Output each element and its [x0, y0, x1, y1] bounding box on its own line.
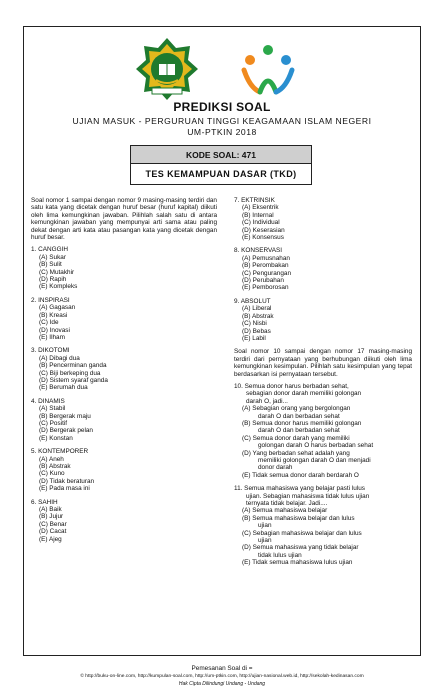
option-b: (B) Semua donor harus memiliki golongan [242, 419, 362, 427]
kemenag-logo-icon [134, 36, 200, 102]
question-line: darah O, jadi... [246, 397, 288, 405]
question-5 [31, 448, 217, 492]
option-a: (A) Pemusnahan [242, 254, 290, 262]
instructions-1: Soal nomor 1 sampai dengan nomor 9 masing-masing terdiri dan satu kata yang dicetak dengan huruf besar (huruf kapital) diikuti oleh lima kemungkinan jawaban. Pilihlah salah satu di antara kemungkinan jawaban yang mempunyai arti sama atau paling dekat dengan arti kata atau pasangan kata yang dicetak dengan huruf besar. [31, 197, 217, 242]
option-e: (E) Tidak semua donor darah berdarah O [242, 471, 359, 479]
option-a: (A) Baik [39, 506, 62, 514]
option-e: (E) Tidak semua mahasiswa lulus ujian [242, 559, 353, 567]
question-10 [234, 383, 412, 479]
option-b: (B) Perombakan [242, 262, 289, 270]
question-line: sebagian donor darah memiliki golongan [246, 390, 362, 398]
question-title: 2. INSPIRASI [31, 296, 70, 304]
option-e: (E) Pemborosan [242, 284, 289, 292]
option-b: (B) Bergerak maju [39, 412, 91, 420]
question-title: 11. Semua mahasiswa yang belajar pasti lulus [234, 485, 365, 493]
option-a: (A) Aneh [39, 455, 64, 463]
left-column [31, 197, 217, 549]
option-c: (C) Mutakhir [39, 268, 75, 276]
option-b: (B) Abstrak [242, 312, 274, 320]
question-4 [31, 398, 217, 442]
option-c: (C) Kuno [39, 470, 65, 478]
question-9 [234, 298, 412, 342]
question-title: 6. SAHIH [31, 498, 58, 506]
option-c: (C) Semua donor darah yang memiliki [242, 434, 350, 442]
option-c: (C) Sebagian mahasiswa belajar dan lulus [242, 529, 362, 537]
option-c: (C) Pengurangan [242, 269, 292, 277]
option-c-cont: ujian [258, 537, 272, 545]
option-d-cont: memiliki golongan darah O dan menjadi [258, 457, 371, 464]
question-title: 9. ABSOLUT [234, 297, 271, 305]
option-e: (E) Berumah dua [39, 384, 88, 392]
option-d: (D) Bebas [242, 327, 271, 335]
option-b: (B) Kreasi [39, 311, 68, 319]
option-d: (D) Perubahan [242, 277, 284, 285]
question-2 [31, 297, 217, 341]
option-a-cont: darah O dan berbadan sehat [258, 412, 340, 420]
option-e: (E) Konsensus [242, 234, 284, 242]
option-b: (B) Pencerminan ganda [39, 362, 107, 370]
footer [24, 665, 420, 688]
option-a: (A) Dibagi dua [39, 354, 80, 362]
option-d: (D) Yang berbadan sehat adalah yang [242, 449, 350, 457]
option-d: (D) Rapih [39, 276, 67, 284]
option-c-cont: golongan darah O harus berbadan sehat [258, 442, 374, 450]
footer-copyright: Hak Cipta Dilindungi Undang - Undang [178, 681, 266, 687]
option-e: (E) Ilham [39, 333, 65, 341]
option-d: (D) Bergerak pelan [39, 427, 93, 435]
option-b: (B) Abstrak [39, 463, 71, 470]
option-b-cont: ujian [258, 522, 272, 530]
option-d: (D) Keserasian [242, 226, 285, 234]
option-a: (A) Stabil [39, 405, 66, 413]
question-6 [31, 499, 217, 543]
option-d: (D) Tidak beraturan [39, 477, 95, 485]
option-a: (A) Sukar [39, 253, 66, 261]
option-d: (D) Inovasi [39, 326, 70, 334]
question-title: 10. Semua donor harus berbadan sehat, [234, 382, 349, 390]
option-d-cont: donor darah [258, 464, 293, 472]
option-b: (B) Sulit [39, 261, 62, 269]
option-a: (A) Liberal [242, 305, 272, 313]
footer-order-label: Pemesanan Soal di = [191, 665, 253, 672]
question-7 [234, 197, 412, 241]
option-e: (E) Kompleks [39, 283, 78, 291]
option-d: (D) Cacat [39, 528, 67, 536]
option-e: (E) Konstan [39, 434, 73, 442]
right-column [234, 197, 412, 573]
instructions-2: Soal nomor 10 sampai dengan nomor 17 masing-masing terdiri dari pernyataan yang berhubungan diikuti oleh lima kemungkinan kesimpulan. Pilihlah satu kesimpulan yang tepat berdasarkan isi pernyataan tersebut. [234, 348, 412, 378]
option-c: (C) Biji berkeping dua [39, 369, 101, 377]
question-11 [234, 485, 412, 566]
question-title: 5. KONTEMPORER [31, 448, 89, 456]
option-a: (A) Gagasan [39, 304, 76, 312]
question-1 [31, 246, 217, 290]
question-title: 4. DINAMIS [31, 397, 65, 405]
question-3 [31, 347, 217, 391]
question-8 [234, 247, 412, 291]
question-title: 1. CANGGIH [31, 246, 68, 254]
ptkin-logo-icon [238, 40, 298, 98]
option-c: (C) Benar [39, 520, 67, 528]
option-a: (A) Semua mahasiswa belajar [242, 507, 328, 515]
question-title: 3. DIKOTOMI [31, 347, 70, 355]
option-d: (D) Sistem syaraf ganda [39, 376, 108, 384]
kode-soal-label: KODE SOAL: 471 [131, 146, 311, 164]
document-title: PREDIKSI SOAL [173, 100, 271, 114]
option-a: (A) Eksentrik [242, 204, 279, 212]
footer-links[interactable]: © http://buku-on-line.com, http://kumpulan-soal.com, http://um-ptkin.com, http://ujian-nasional.web.id, http://sekolah-kedinasan.com [80, 674, 364, 679]
question-line: ujian. Sebagian mahasiswa tidak lulus ujian [246, 492, 370, 500]
option-b-cont: darah O dan berbadan sehat [258, 427, 340, 435]
option-c: (C) Ide [39, 319, 59, 327]
option-b: (B) Jujur [39, 513, 64, 521]
option-d-cont: tidak lulus ujian [258, 551, 302, 559]
option-e: (E) Labil [242, 334, 266, 342]
option-b: (B) Semua mahasiswa belajar dan lulus [242, 514, 355, 522]
option-a: (A) Sebagian orang yang bergolongan [242, 405, 351, 413]
document-year: UM-PTKIN 2018 [187, 127, 257, 137]
option-e: (E) Pada masa ini [39, 485, 90, 493]
option-b: (B) Internal [242, 211, 274, 219]
question-title: 7. EKTRINSIK [234, 197, 275, 204]
kode-soal-box [130, 145, 312, 185]
option-c: (C) Individual [242, 219, 280, 227]
option-c: (C) Positif [39, 419, 68, 427]
document-subtitle: UJIAN MASUK - PERGURUAN TINGGI KEAGAMAAN ISLAM NEGERI [72, 116, 372, 126]
option-d: (D) Semua mahasiswa yang tidak belajar [242, 544, 359, 552]
question-title: 8. KONSERVASI [234, 247, 283, 255]
option-c: (C) Nisbi [242, 320, 267, 328]
question-line: ternyata tidak belajar. Jadi.... [246, 500, 328, 508]
option-e: (E) Ajeg [39, 535, 62, 543]
test-name: TES KEMAMPUAN DASAR (TKD) [145, 169, 297, 179]
